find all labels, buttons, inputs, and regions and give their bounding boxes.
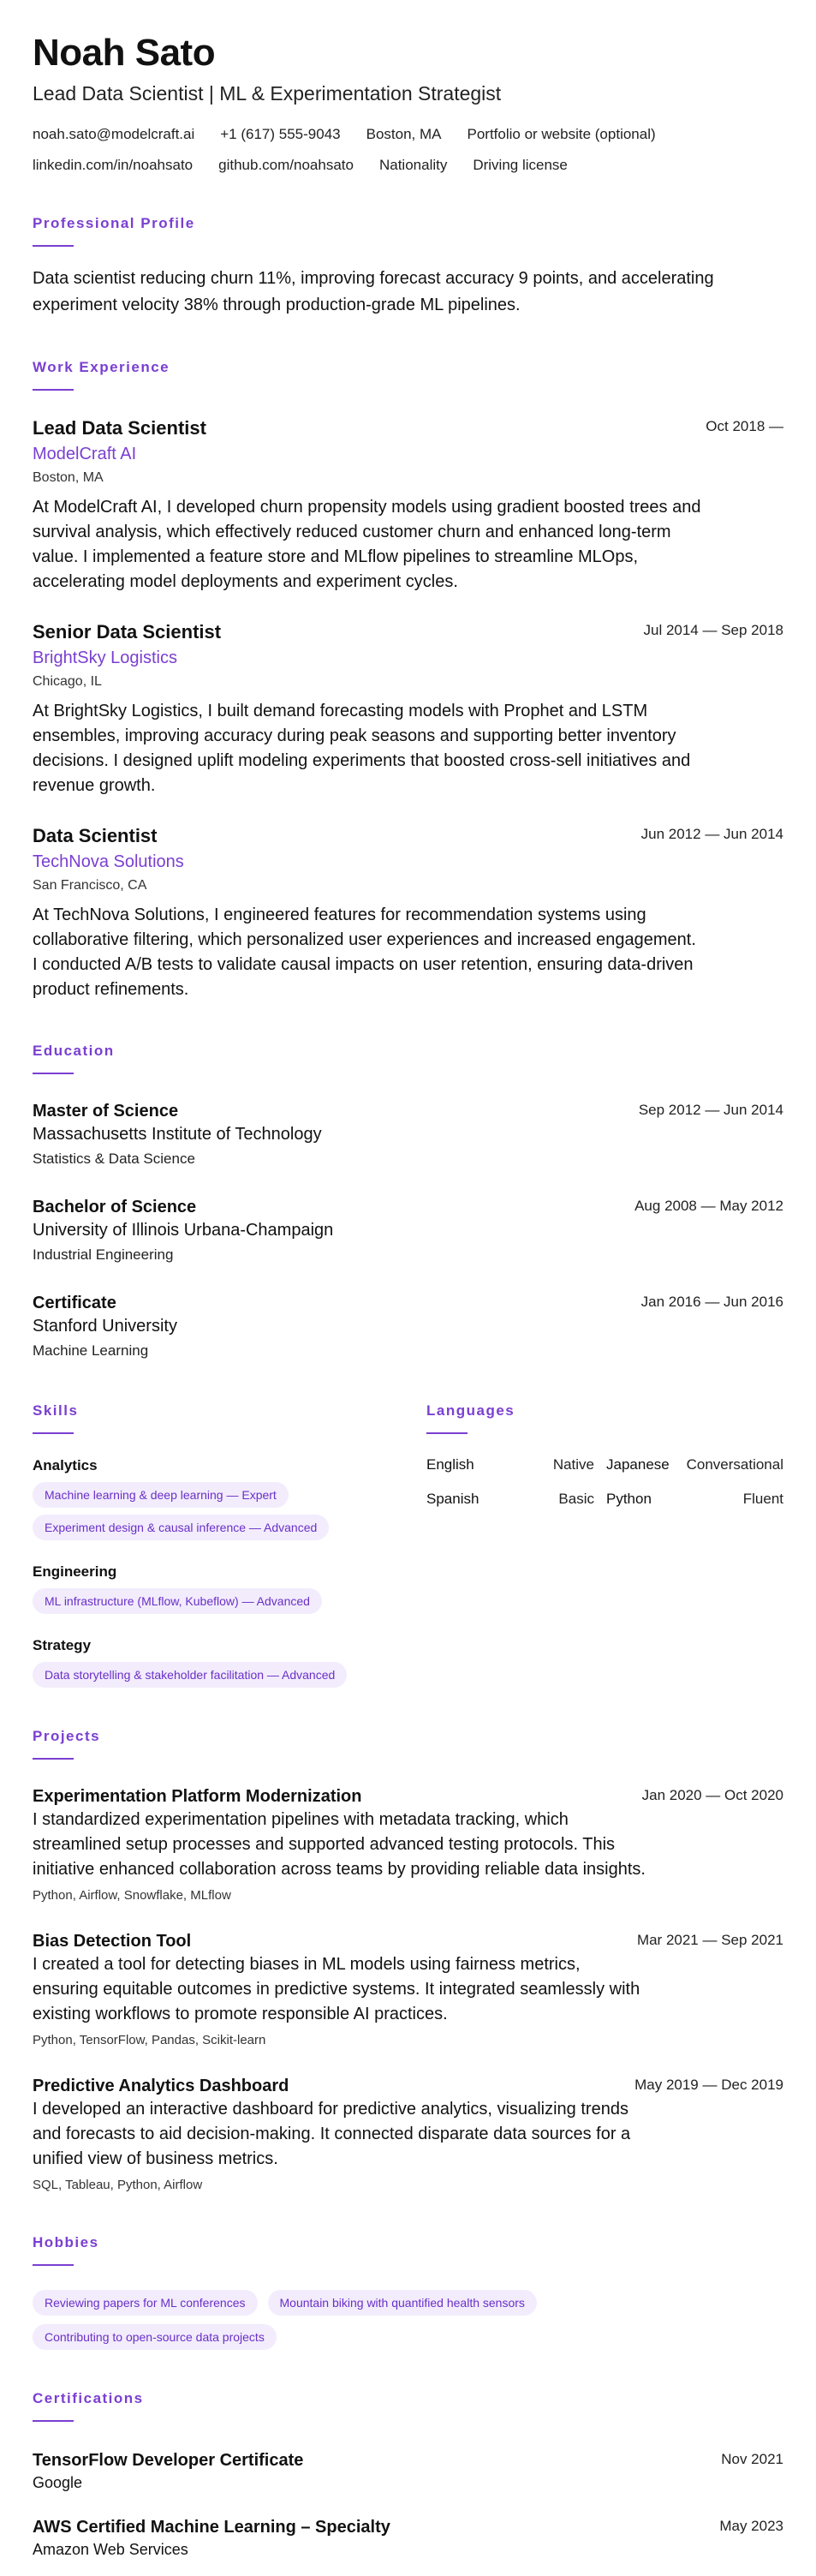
skill-tags [33,1588,426,1614]
job-description: At TechNova Solutions, I engineered features for recommendation systems using collaborative filtering, which personalized user experiences and increased engagement. I conducted A/B tests to validate causal impacts on user retention, ensuring data-driven product refinements. [33,905,696,999]
skill-group-title: Analytics [33,1457,98,1473]
hobby-tag: Mountain biking with quantified health sensors [268,2290,537,2316]
job-location: San Francisco, CA [33,878,147,893]
skill-group [33,1563,426,1614]
section-divider [33,2264,74,2266]
school-name: University of Illinois Urbana-Champaign [33,1221,334,1240]
job-title: Senior Data Scientist [33,621,222,643]
skill-group-title: Engineering [33,1563,117,1580]
skills-languages-row [33,1402,783,1688]
contact-website[interactable]: Portfolio or website (optional) [467,126,656,142]
skill-group [33,1456,426,1540]
project-title: Predictive Analytics Dashboard [33,2077,289,2095]
section-title: Education [33,1043,115,1059]
project-title: Bias Detection Tool [33,1932,192,1951]
contact-github[interactable]: github.com/noahsato [218,157,354,173]
language-list [426,1456,783,1508]
certification-issuer: Google [33,2474,83,2491]
degree-title: Certificate [33,1294,116,1312]
language-level: Native [552,1456,594,1473]
skill-tag: Experiment design & causal inference — Advanced [33,1515,329,1540]
profile-summary: Data scientist reducing churn 11%, improving forecast accuracy 9 points, and accelerating experiment velocity 38% through production-grade ML pipelines. [33,269,714,314]
language-name: Spanish [426,1491,479,1507]
degree-title: Bachelor of Science [33,1198,197,1216]
project-description: I standardized experimentation pipelines with metadata tracking, which streamlined setup processes and supported advanced testing protocols. This initiative enhanced collaboration across teams by providing reliable data insights. [33,1810,646,1879]
skill-group [33,1636,426,1688]
contact-linkedin[interactable]: linkedin.com/in/noahsato [33,157,194,173]
project-entry [33,1785,783,1904]
skill-tags [33,1662,426,1688]
section-title: Professional Profile [33,215,195,231]
person-name: Noah Sato [33,32,216,74]
language-name: Python [606,1491,652,1507]
entry-date: Oct 2018 — [706,418,783,434]
section-divider [33,1432,74,1434]
entry-date: Jan 2020 — Oct 2020 [641,1787,783,1803]
education-entry [33,1196,783,1266]
section-divider [33,2420,74,2422]
education-entry [33,1100,783,1170]
company-name: ModelCraft AI [33,445,137,463]
contact-email[interactable]: noah.sato@modelcraft.ai [33,126,195,142]
project-description: I developed an interactive dashboard for predictive analytics, visualizing trends and forecasts to aid decision-making. It connected disparate data sources for a unified view of business metrics. [33,2100,631,2168]
section-divider [33,1758,74,1760]
section-title: Work Experience [33,359,170,375]
skill-tag: ML infrastructure (MLflow, Kubeflow) — Advanced [33,1588,322,1614]
certification-date: Nov 2021 [721,2451,783,2467]
certification-entry [33,2516,783,2561]
language-name: English [426,1456,474,1473]
certification-title: AWS Certified Machine Learning – Specialty [33,2518,390,2537]
section-divider [33,1073,74,1074]
field-of-study: Industrial Engineering [33,1246,174,1263]
field-of-study: Machine Learning [33,1342,149,1359]
experience-entry [33,620,783,798]
entry-date: May 2019 — Dec 2019 [634,2077,783,2093]
resume-header [33,31,783,175]
language-level: Conversational [686,1456,783,1473]
experience-section [33,358,783,1002]
section-title: Languages [426,1402,515,1419]
degree-title: Master of Science [33,1102,179,1121]
project-entry [33,2075,783,2194]
project-tech: Python, Airflow, Snowflake, MLflow [33,1888,231,1903]
entry-date: Mar 2021 — Sep 2021 [636,1932,783,1948]
skill-group-title: Strategy [33,1637,92,1653]
skill-tags [33,1482,426,1508]
school-name: Stanford University [33,1317,177,1336]
hobby-tag: Contributing to open-source data projects [33,2324,277,2350]
project-tech: SQL, Tableau, Python, Airflow [33,2178,203,2192]
section-title: Projects [33,1728,101,1744]
project-title: Experimentation Platform Modernization [33,1787,362,1806]
headline: Lead Data Scientist | ML & Experimentation Strategist [33,82,502,105]
job-title: Lead Data Scientist [33,417,206,439]
entry-date: Jul 2014 — Sep 2018 [643,622,783,638]
job-description: At ModelCraft AI, I developed churn propensity models using gradient boosted trees and survival analysis, which effectively reduced customer churn and enhanced long-term value. I implemented a feature store and MLflow pipelines to streamline MLOps, accelerating model deployments and experiment cycles. [33,498,701,591]
profile-section [33,214,783,319]
job-location: Boston, MA [33,470,104,485]
job-location: Chicago, IL [33,674,102,689]
contact-list [33,125,735,175]
hobbies-section [33,2233,783,2350]
certification-issuer: Amazon Web Services [33,2541,188,2558]
languages-section [426,1402,783,1688]
skills-section [33,1402,426,1688]
language-level: Fluent [742,1491,783,1507]
project-entry [33,1930,783,2049]
section-title: Skills [33,1402,79,1419]
school-name: Massachusetts Institute of Technology [33,1125,322,1144]
hobby-tags [33,2290,632,2350]
education-entry [33,1292,783,1362]
experience-entry [33,416,783,595]
language-name: Japanese [606,1456,670,1473]
skill-tags [33,1515,426,1540]
hobby-tag: Reviewing papers for ML conferences [33,2290,258,2316]
field-of-study: Statistics & Data Science [33,1151,195,1167]
job-description: At BrightSky Logistics, I built demand forecasting models with Prophet and LSTM ensembles, improving accuracy during peak seasons and supporting better inventory decisions. I designed uplift modeling experiments that boosted cross-sell initiatives and revenue growth. [33,702,691,795]
contact-nationality: Nationality [378,157,448,173]
company-name: TechNova Solutions [33,852,184,871]
skill-tag: Machine learning & deep learning — Expert [33,1482,289,1508]
certification-title: TensorFlow Developer Certificate [33,2451,304,2470]
contact-phone[interactable]: +1 (617) 555-9043 [220,126,341,142]
entry-date: Jan 2016 — Jun 2016 [640,1294,783,1310]
certification-entry [33,2449,783,2494]
contact-driving-license: Driving license [473,157,568,173]
skill-tag: Data storytelling & stakeholder facilitation — Advanced [33,1662,347,1688]
experience-entry [33,824,783,1002]
entry-date: Sep 2012 — Jun 2014 [638,1102,783,1118]
section-divider [33,389,74,391]
section-divider [426,1432,468,1434]
entry-date: Jun 2012 — Jun 2014 [640,826,783,842]
section-title: Certifications [33,2390,144,2406]
section-title: Hobbies [33,2234,99,2250]
job-title: Data Scientist [33,825,158,846]
contact-location: Boston, MA [366,126,442,142]
projects-section [33,1727,783,2194]
company-name: BrightSky Logistics [33,648,177,667]
certifications-section [33,2389,783,2561]
language-level: Basic [558,1491,594,1507]
section-divider [33,245,74,247]
project-description: I created a tool for detecting biases in ML models using fairness metrics, ensuring equitable outcomes in predictive systems. It integrated seamlessly with existing workflows to promote responsible AI practices. [33,1955,640,2023]
certification-date: May 2023 [719,2518,783,2534]
project-tech: Python, TensorFlow, Pandas, Scikit-learn [33,2033,266,2047]
entry-date: Aug 2008 — May 2012 [634,1198,783,1214]
education-section [33,1042,783,1362]
